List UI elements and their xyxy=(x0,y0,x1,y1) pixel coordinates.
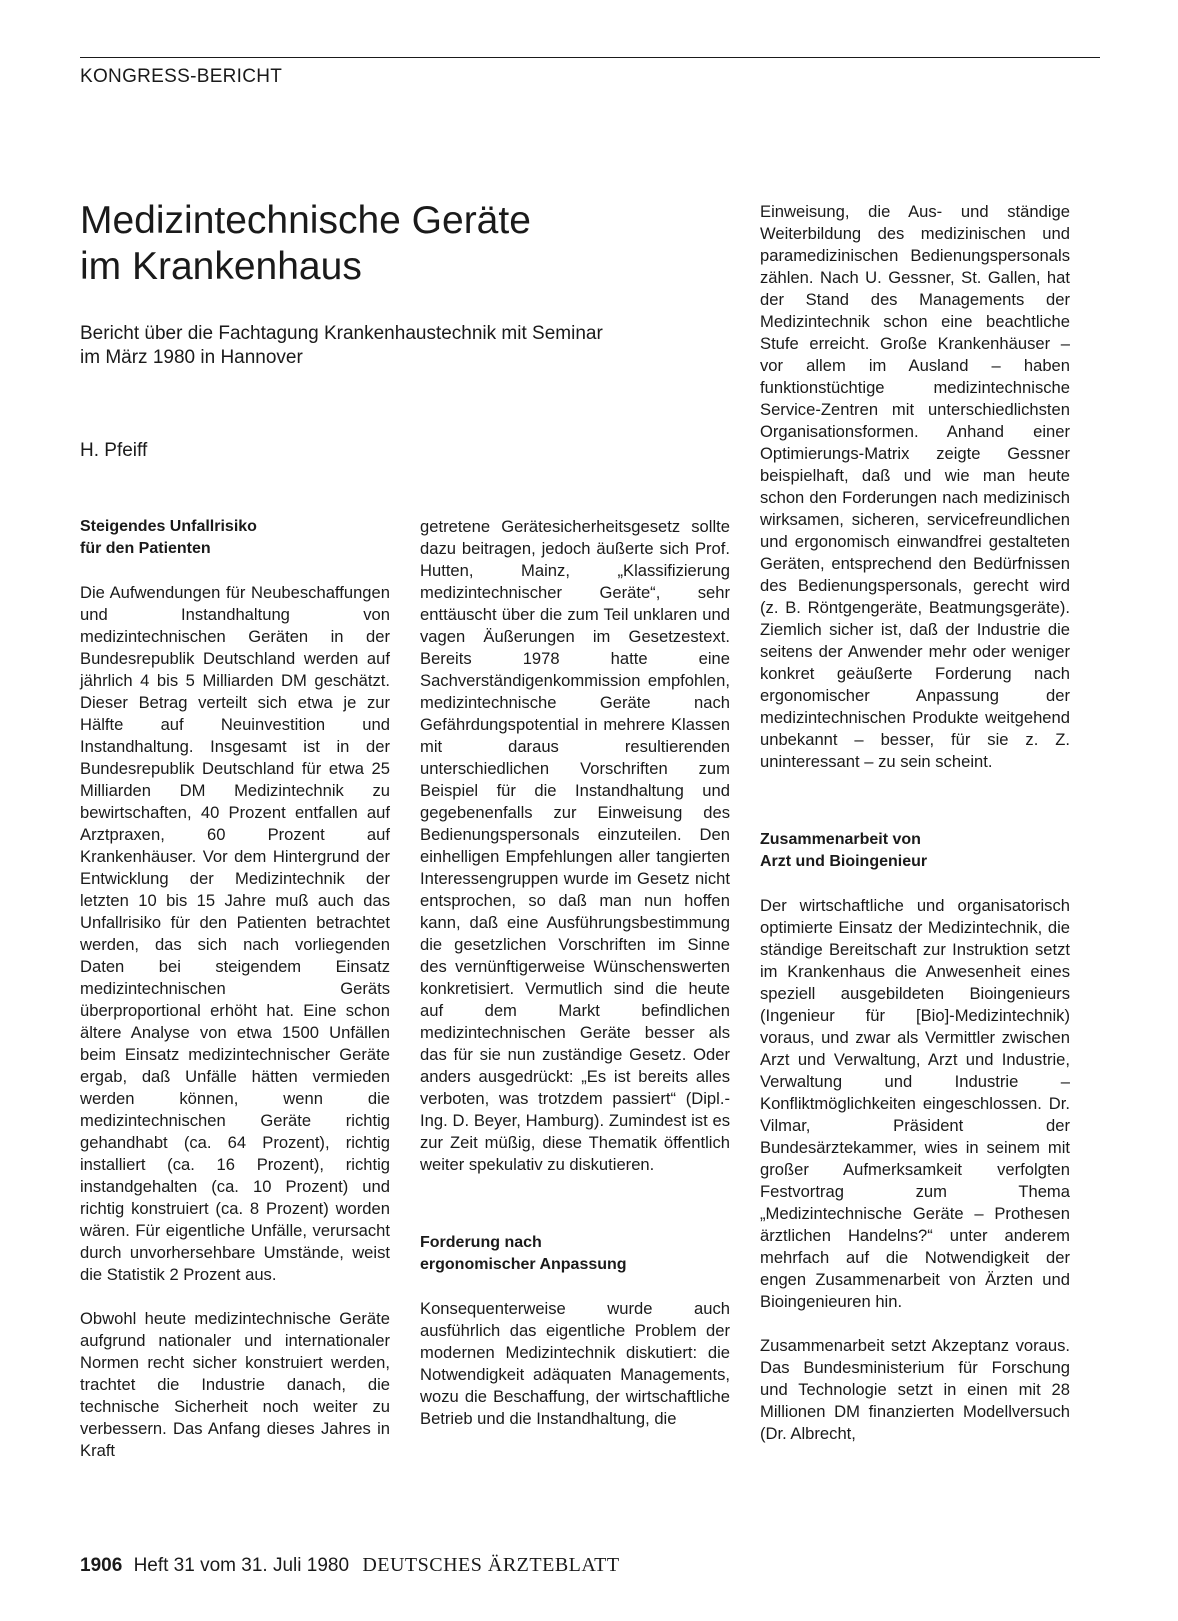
heading-line: Zusammenarbeit von xyxy=(760,831,921,848)
journal-name: DEUTSCHES ÄRZTEBLATT xyxy=(362,1554,620,1576)
author-name: H. Pfeiff xyxy=(80,440,148,461)
title-line-1: Medizintechnische Geräte xyxy=(80,199,531,242)
article-title xyxy=(80,198,700,290)
subtitle-line-1: Bericht über die Fachtagung Krankenhaustechnik mit Seminar xyxy=(80,323,603,344)
heading-line: Steigendes Unfallrisiko xyxy=(80,518,257,535)
heading-line: ergonomischer Anpassung xyxy=(420,1256,627,1273)
section-spacer xyxy=(760,773,1070,829)
paragraph: Zusammenarbeit setzt Akzeptanz voraus. Das Bundesministerium für Forschung und Technologie setzt in einen mit 28 Millionen DM finanzierten Modellversuch (Dr. Albrecht, xyxy=(760,1336,1070,1443)
text-column-3 xyxy=(760,201,1070,1445)
paragraph: Obwohl heute medizintechnische Geräte aufgrund nationaler und internationaler Normen recht sicher konstruiert werden, trachtet die Industrie danach, die technische Sicherheit noch weiter zu verbessern. Das Anfang dieses Jahres in Kraft xyxy=(80,1309,390,1460)
text-column-2 xyxy=(420,516,730,1430)
article-subtitle xyxy=(80,322,740,370)
page-footer xyxy=(80,1554,620,1577)
heading-line: für den Patienten xyxy=(80,540,211,557)
title-line-2: im Krankenhaus xyxy=(80,245,362,288)
section-heading-zusammenarbeit xyxy=(760,829,1070,873)
heading-line: Forderung nach xyxy=(420,1234,542,1251)
page-number: 1906 xyxy=(80,1555,123,1576)
paragraph: Der wirtschaftliche und organisatorisch optimierte Einsatz der Medizintechnik, die ständige Bereitschaft zur Instruktion setzt im Krankenhaus die Anwesenheit eines speziell ausgebildeten Bioingenieurs (Ingenieur für [Bio]-Medizintechnik) voraus, und zwar als Vermittler zwischen Arzt und Verwaltung, Arzt und Industrie, Verwaltung und Industrie – Konfliktmöglichkeiten eingeschlossen. Dr. Vilmar, Präsident der Bundesärztekammer, wies in seinem mit großer Aufmerksamkeit verfolgten Festvortrag zum Thema „Medizintechnische Geräte – Prothesen ärztlichen Handelns?“ unter anderem mehrfach auf die Notwendigkeit der engen Zusammenarbeit von Ärzten und Bioingenieuren hin. xyxy=(760,896,1070,1311)
section-spacer xyxy=(420,1176,730,1232)
heading-line: Arzt und Bioingenieur xyxy=(760,853,928,870)
text-column-1 xyxy=(80,516,390,1462)
section-heading-ergonomie xyxy=(420,1232,730,1276)
subtitle-line-2: im März 1980 in Hannover xyxy=(80,347,303,368)
section-label: KONGRESS-BERICHT xyxy=(80,66,283,87)
paragraph: getretene Gerätesicherheitsgesetz sollte dazu beitragen, jedoch äußerte sich Prof. Hutten, Mainz, „Klassifizierung medizintechnischer Geräte“, sehr enttäuscht über die zum Teil unklaren und vagen Äußerungen im Gesetzestext. Bereits 1978 hatte eine Sachverständigenkommission empfohlen, medizintechnische Geräte nach Gefährdungspotential in mehrere Klassen mit daraus resultierenden unterschiedlichen Vorschriften zum Beispiel für die Instandhaltung und gegebenenfalls zur Einweisung des Bedienungspersonals einzuteilen. Den einhelligen Empfehlungen aller tangierten Interessengruppen wurde im Gesetz nicht entsprochen, so daß man nun hoffen kann, daß eine Ausführungsbestimmung die gesetzlichen Vorschriften im Sinne des vernünftigerweise Wünschenswerten konkretisiert. Vermutlich sind die heute auf dem Markt befindlichen medizintechnischen Geräte besser als das für sie nun zuständige Gesetz. Oder anders ausgedrückt: „Es ist bereits alles verboten, was trotzdem passiert“ (Dipl.-Ing. D. Beyer, Hamburg). Zumindest ist es zur Zeit müßig, diese Thematik öffentlich weiter spekulativ zu diskutieren. xyxy=(420,517,730,1174)
section-heading-unfallrisiko xyxy=(80,516,390,560)
header-rule xyxy=(80,57,1100,58)
paragraph: Einweisung, die Aus- und ständige Weiterbildung des medizinischen und paramedizinischen Bedienungspersonals zählen. Nach U. Gessner, St. Gallen, hat der Stand des Managements der Medizintechnik schon eine beachtliche Stufe erreicht. Große Krankenhäuser – vor allem im Ausland – haben funktionstüchtige medizintechnische Service-Zentren mit unterschiedlichsten Organisationsformen. Anhand einer Optimierungs-Matrix zeigte Gessner beispielhaft, daß und wie man heute schon den Forderungen nach medizinisch wirksamen, sicheren, servicefreundlichen und ergonomisch einwandfrei gestalteten Geräten, entsprechend den Bedürfnissen des Bedienungspersonals, gerecht wird (z. B. Röntgengeräte, Beatmungsgeräte). Ziemlich sicher ist, daß der Industrie die seitens der Anwender mehr oder weniger konkret geäußerte Forderung nach ergonomischer Anpassung der medizintechnischen Produkte weitgehend unbekannt – besser, für sie z. Z. uninteressant – zu sein scheint. xyxy=(760,202,1070,771)
paragraph: Konsequenterweise wurde auch ausführlich das eigentliche Problem der modernen Medizintechnik diskutiert: die Notwendigkeit adäquaten Managements, wozu die Beschaffung, der wirtschaftliche Betrieb und die Instandhaltung, die xyxy=(420,1299,730,1428)
paragraph: Die Aufwendungen für Neubeschaffungen und Instandhaltung von medizintechnischen Geräten in der Bundesrepublik Deutschland werden auf jährlich 4 bis 5 Milliarden DM geschätzt. Dieser Betrag verteilt sich etwa je zur Hälfte auf Neuinvestition und Instandhaltung. Insgesamt ist in der Bundesrepublik Deutschland für etwa 25 Milliarden DM Medizintechnik zu bewirtschaften, 40 Prozent entfallen auf Arztpraxen, 60 Prozent auf Krankenhäuser. Vor dem Hintergrund der Entwicklung der Medizintechnik der letzten 10 bis 15 Jahre muß auch das Unfallrisiko für den Patienten betrachtet werden, das sich nach vorliegenden Daten bei steigendem Einsatz medizintechnischen Geräts überproportional erhöht hat. Eine schon ältere Analyse von etwa 1500 Unfällen beim Einsatz medizintechnischer Geräte ergab, daß Unfälle hätten vermieden werden können, wenn die medizintechnischen Geräte richtig gehandhabt (ca. 64 Prozent), richtig installiert (ca. 16 Prozent), richtig instandgehalten (ca. 10 Prozent) und richtig konstruiert (ca. 8 Prozent) worden wären. Für eigentliche Unfälle, verursacht durch unvorhersehbare Umstände, weist die Statistik 2 Prozent aus. xyxy=(80,583,390,1284)
issue-info: Heft 31 vom 31. Juli 1980 xyxy=(133,1555,350,1576)
